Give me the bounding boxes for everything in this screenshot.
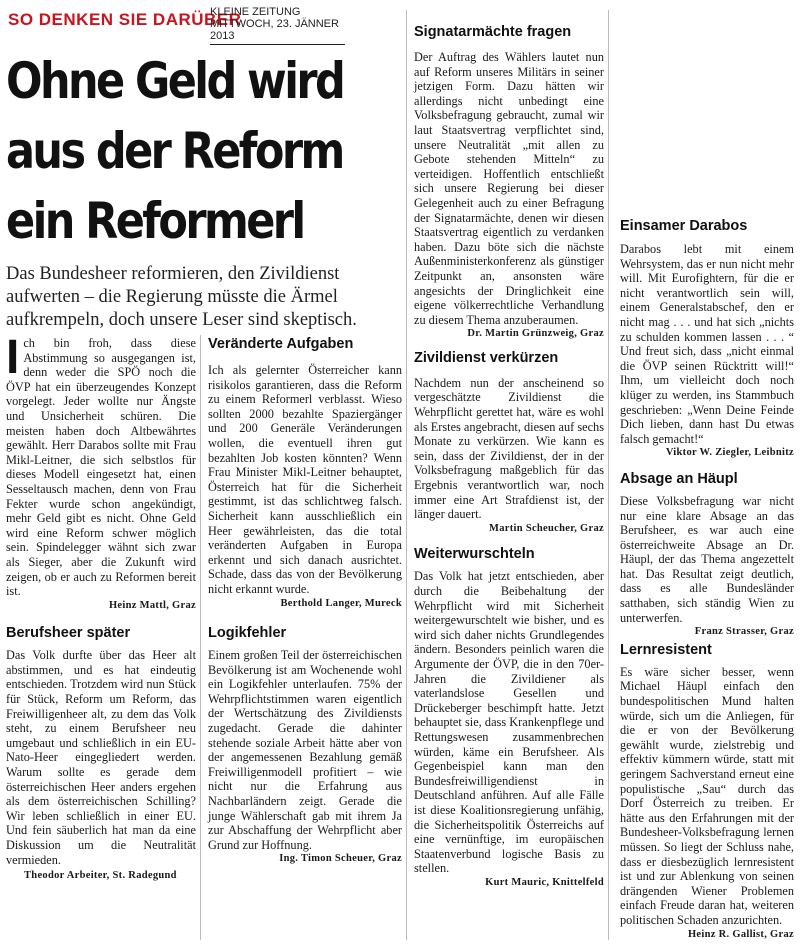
letter-body: Das Volk hat jetzt entschieden, aber durch die Beibehaltung der Wehrpflicht wird mit Sicherheit weitergewurschtelt wie bisher, und es wird sich daher nichts Grundlegendes ändern. Besonders peinlich waren die Argumente der ÖVP, die in den 70er-Jahren die Zivildiener als vaterlandslose Gesellen und Drückeberger beschimpft hatte. Jetzt behauptet sie, dass Krankenpflege und Rettungswesen zusammenbrechen würden, käme ein Berufsheer. Als Gegenbeispiel kann man den Bundesfreiwilligendienst in Deutschland anführen. Auf alle Fälle ist diese Koalitionsregierung unfähig, die Sicherheitspolitik Österreichs auf eine vernünftige, im europäischen Staatenverbund logische Basis zu stellen. bbox=[414, 569, 604, 876]
letter-body: Der Auftrag des Wählers lautet nun auf Reform unseres Militärs in seiner jetzigen Form. Dazu hätten wir allerdings nicht unbedingt eine Volksbefragung gebraucht, zumal wir laut Staatsvertrag verpflichtet sind, unsere Neutralität „mit allen zu Gebote stehenden Mitteln“ zu verteidigen. Hoffentlich entschließt sich unsere Regierung bei dieser Gelegenheit auch zu einer Befragung der Signatarmächte, denen wir diesen Staatsvertrag eigentlich zu verdanken haben. Dazu böte sich die nächste Außenministerkonferenz als günstiger Zeitpunkt an, ansonsten wäre angesichts der Dringlichkeit eine eigene völkerrechtliche Verhandlung zu diesem Thema anzuberaumen. bbox=[414, 50, 604, 327]
letter-title: Absage an Häupl bbox=[620, 470, 738, 487]
headline-line-2: aus der Reform bbox=[6, 122, 343, 180]
publication-date: MITTWOCH, 23. JÄNNER 2013 bbox=[210, 18, 339, 42]
letter-body: Das Volk durfte über das Heer alt abstimmen, und es hat eindeutig entschieden. Trotzdem wird nun Stück für Stück, Reform um Reform, das Freiwilligenheer alt, zu dem das Volk steht, zu einem Berufsheer neu umgebaut und schließlich in ein EU-Nato-Heer eingegliedert werden. Warum sollte es gerade dem österreichischen Heer anders ergehen als dem österreichischen Schilling? Wir leben schließlich in einer EU. Und fein säuberlich hat man da eine Diskussion um die Neutralität vermieden. bbox=[6, 648, 196, 867]
letter-body: Ich als gelernter Österreicher kann risikolos garantieren, dass die Reform zu einem Reformerl verblasst. Wieso sollten 2000 bezahlte Spaziergänger und 200 Generäle Veränderungen wollen, die eventuell ihren gut bezahlten Job kosten könnten? Wenn Frau Minister Mikl-Leitner behauptet, Österreich hat für die Sicherheit gestimmt, ist das schlichtweg falsch. Sicherheit kann ausschließlich ein Heer gewährleisten, das die total veränderten Aufgaben in Europa erkennt und sich danach ausrichtet. Schade, dass das von der Bevölkerung nicht erkannt wurde. bbox=[208, 363, 402, 596]
letter-title: Einsamer Darabos bbox=[620, 218, 748, 234]
letter-signature: Ing. Timon Scheuer, Graz bbox=[279, 853, 402, 865]
column-2 bbox=[208, 336, 402, 867]
letter-title: Berufsheer später bbox=[6, 625, 131, 642]
letter-signature: Franz Strasser, Graz bbox=[694, 626, 794, 638]
column-4 bbox=[620, 218, 794, 942]
letter-title: Signatarmächte fragen bbox=[414, 24, 572, 40]
letter-body: Es wäre sicher besser, wenn Michael Häupl einfach den bundespolitischen Mund halten würde, sich um die Anliegen, für die er von der Bevölkerung gewählt wurde, zielstrebig und effektiv kümmern würde, statt mit geringem Sachverstand erneut eine populistische „Sau“ durch das Dorf Österreich zu treiben. Er hätte aus den Erfahrungen mit der Bundesheer-Volksbefragung lernen müssen. So liegt der Schluss nahe, dass er diesbezüglich lernresistent ist und zur Ablenkung von seinen drängenden Wiener Problemen einfach Freude daran hat, weiteren politischen Schaden anzurichten. bbox=[620, 664, 794, 927]
letter-berufsheer bbox=[6, 625, 196, 884]
letter-body: ch bin froh, dass diese Abstimmung so ausgegangen ist, denn weder die SPÖ noch die ÖVP hat ein überzeugendes Konzept vorgelegt. Jeder wollte nur Ängste und Unsicherheit schüren. Die meisten haben doch Altbewährtes gewählt. Herr Darabos sollte mit Frau Mikl-Leitner, die sich selbstlos für dieses Modell eingesetzt hat, einen Sesseltausch machen, denn von Frau Fekter wurde schon angekündigt, mehr Geld gibt es nicht. Ohne Geld wird eine Reform schwer möglich sein. Spindelegger wähnt sich zwar als Sieger, aber die Zukunft wird zeigen, ob er auch zu Reformen bereit ist. bbox=[6, 336, 196, 599]
headline bbox=[6, 46, 350, 256]
letter-title: Zivildienst verkürzen bbox=[414, 349, 559, 366]
letter-haeupl bbox=[620, 471, 794, 640]
letter-body: Diese Volksbefragung war nicht nur eine klare Absage an das Berufsheer, es war auch eine österreichweite Absage an Dr. Häupl, der das Thema angezettelt hat. Das Resultat zeigt deutlich, dass es alle Bundesländer satthaben, sich ständig Wien zu unterwerfen. bbox=[620, 493, 794, 625]
column-1 bbox=[6, 331, 196, 884]
column-divider bbox=[406, 10, 407, 940]
headline-line-3: ein Reformerl bbox=[6, 192, 304, 250]
letter-weiterwurschteln bbox=[414, 546, 604, 890]
letter-signature: Theodor Arbeiter, St. Radegund bbox=[24, 870, 177, 882]
drop-cap: I bbox=[6, 331, 20, 384]
letter-intro bbox=[6, 331, 196, 613]
letter-zivildienst bbox=[414, 350, 604, 537]
letter-signature: Kurt Mauric, Knittelfeld bbox=[485, 876, 604, 888]
letter-body: Nachdem nun der anscheinend so vergeschätzte Zivildienst die Wehrpflicht gerettet hat, wäre es wohl als Erstes angebracht, diesen auf sechs Monate zu verkürzen. Wie kann es sein, dass der Zivildienst, der in der Volksbefragung maßgeblich für das Ergebnis verantwortlich war, noch immer eine Art Strafdienst ist, der länger dauert. bbox=[414, 375, 604, 522]
headline-line-1: Ohne Geld wird bbox=[6, 52, 344, 110]
section-kicker: SO DENKEN SIE DARÜBER bbox=[8, 10, 242, 29]
column-divider bbox=[608, 10, 609, 940]
publication-name: KLEINE ZEITUNG bbox=[210, 6, 301, 18]
letter-signatar bbox=[414, 24, 604, 342]
letter-signature: Dr. Martin Grünzweig, Graz bbox=[467, 328, 604, 340]
letter-body: Einem großen Teil der österreichischen Bevölkerung ist am Wochenende wohl ein Logikfehler unterlaufen. 75% der Wehrpflichtstimmen waren eigentlich der Wertschätzung des Zivildiensts zugedacht. Gerade die dahinter stehende soziale Arbeit hätte aber von der angemessenen Bezahlung gemäß Freiwilligenmodell profitiert – wie nicht nur die Erfahrung aus Nachbarländern zeigt. Gerade die junge Wählerschaft gab mit ihrem Ja zur Abschaffung der Wehrpflicht aber Grund zur Hoffnung. bbox=[208, 648, 402, 852]
letter-signature: Martin Scheucher, Graz bbox=[489, 522, 604, 534]
letter-title: Lernresistent bbox=[620, 641, 712, 658]
letter-darabos bbox=[620, 218, 794, 461]
letter-body: Darabos lebt mit einem Wehrsystem, das er nun nicht mehr will. Mit Eurofightern, für die er nicht verantwortlich sein will, einem Generalstabschef, den er nicht mag . . . und hat sich „nichts zu schulden kommen lassen . . . “ Und freut sich, dass „nicht einmal die ÖVP seinen Rücktritt will!“ Ihm, um vielleicht doch noch klüger zu werden, ins Stammbuch geschrieben: „Wenn Deine Feinde Dich lieben, dann hast Du etwas falsch gemacht!“ bbox=[620, 242, 794, 446]
letter-aufgaben bbox=[208, 336, 402, 611]
letter-signature: Heinz R. Gallist, Graz bbox=[687, 928, 794, 940]
letter-signature: Viktor W. Ziegler, Leibnitz bbox=[665, 447, 794, 459]
letter-signature: Heinz Mattl, Graz bbox=[108, 599, 196, 611]
letter-lernresistent bbox=[620, 642, 794, 942]
lead-paragraph: Das Bundesheer reformieren, den Zivildienst aufwerten – die Regierung müsste die Ärmel aufkrempeln, doch unsere Leser sind skeptisch. bbox=[6, 264, 357, 330]
letter-title: Veränderte Aufgaben bbox=[208, 336, 354, 352]
letter-title: Logikfehler bbox=[208, 625, 287, 642]
column-divider bbox=[200, 335, 201, 940]
letter-title: Weiterwurschteln bbox=[414, 546, 535, 563]
column-3 bbox=[414, 24, 604, 890]
letter-logikfehler bbox=[208, 625, 402, 867]
letter-signature: Berthold Langer, Mureck bbox=[280, 597, 402, 609]
publication-info bbox=[210, 6, 345, 45]
